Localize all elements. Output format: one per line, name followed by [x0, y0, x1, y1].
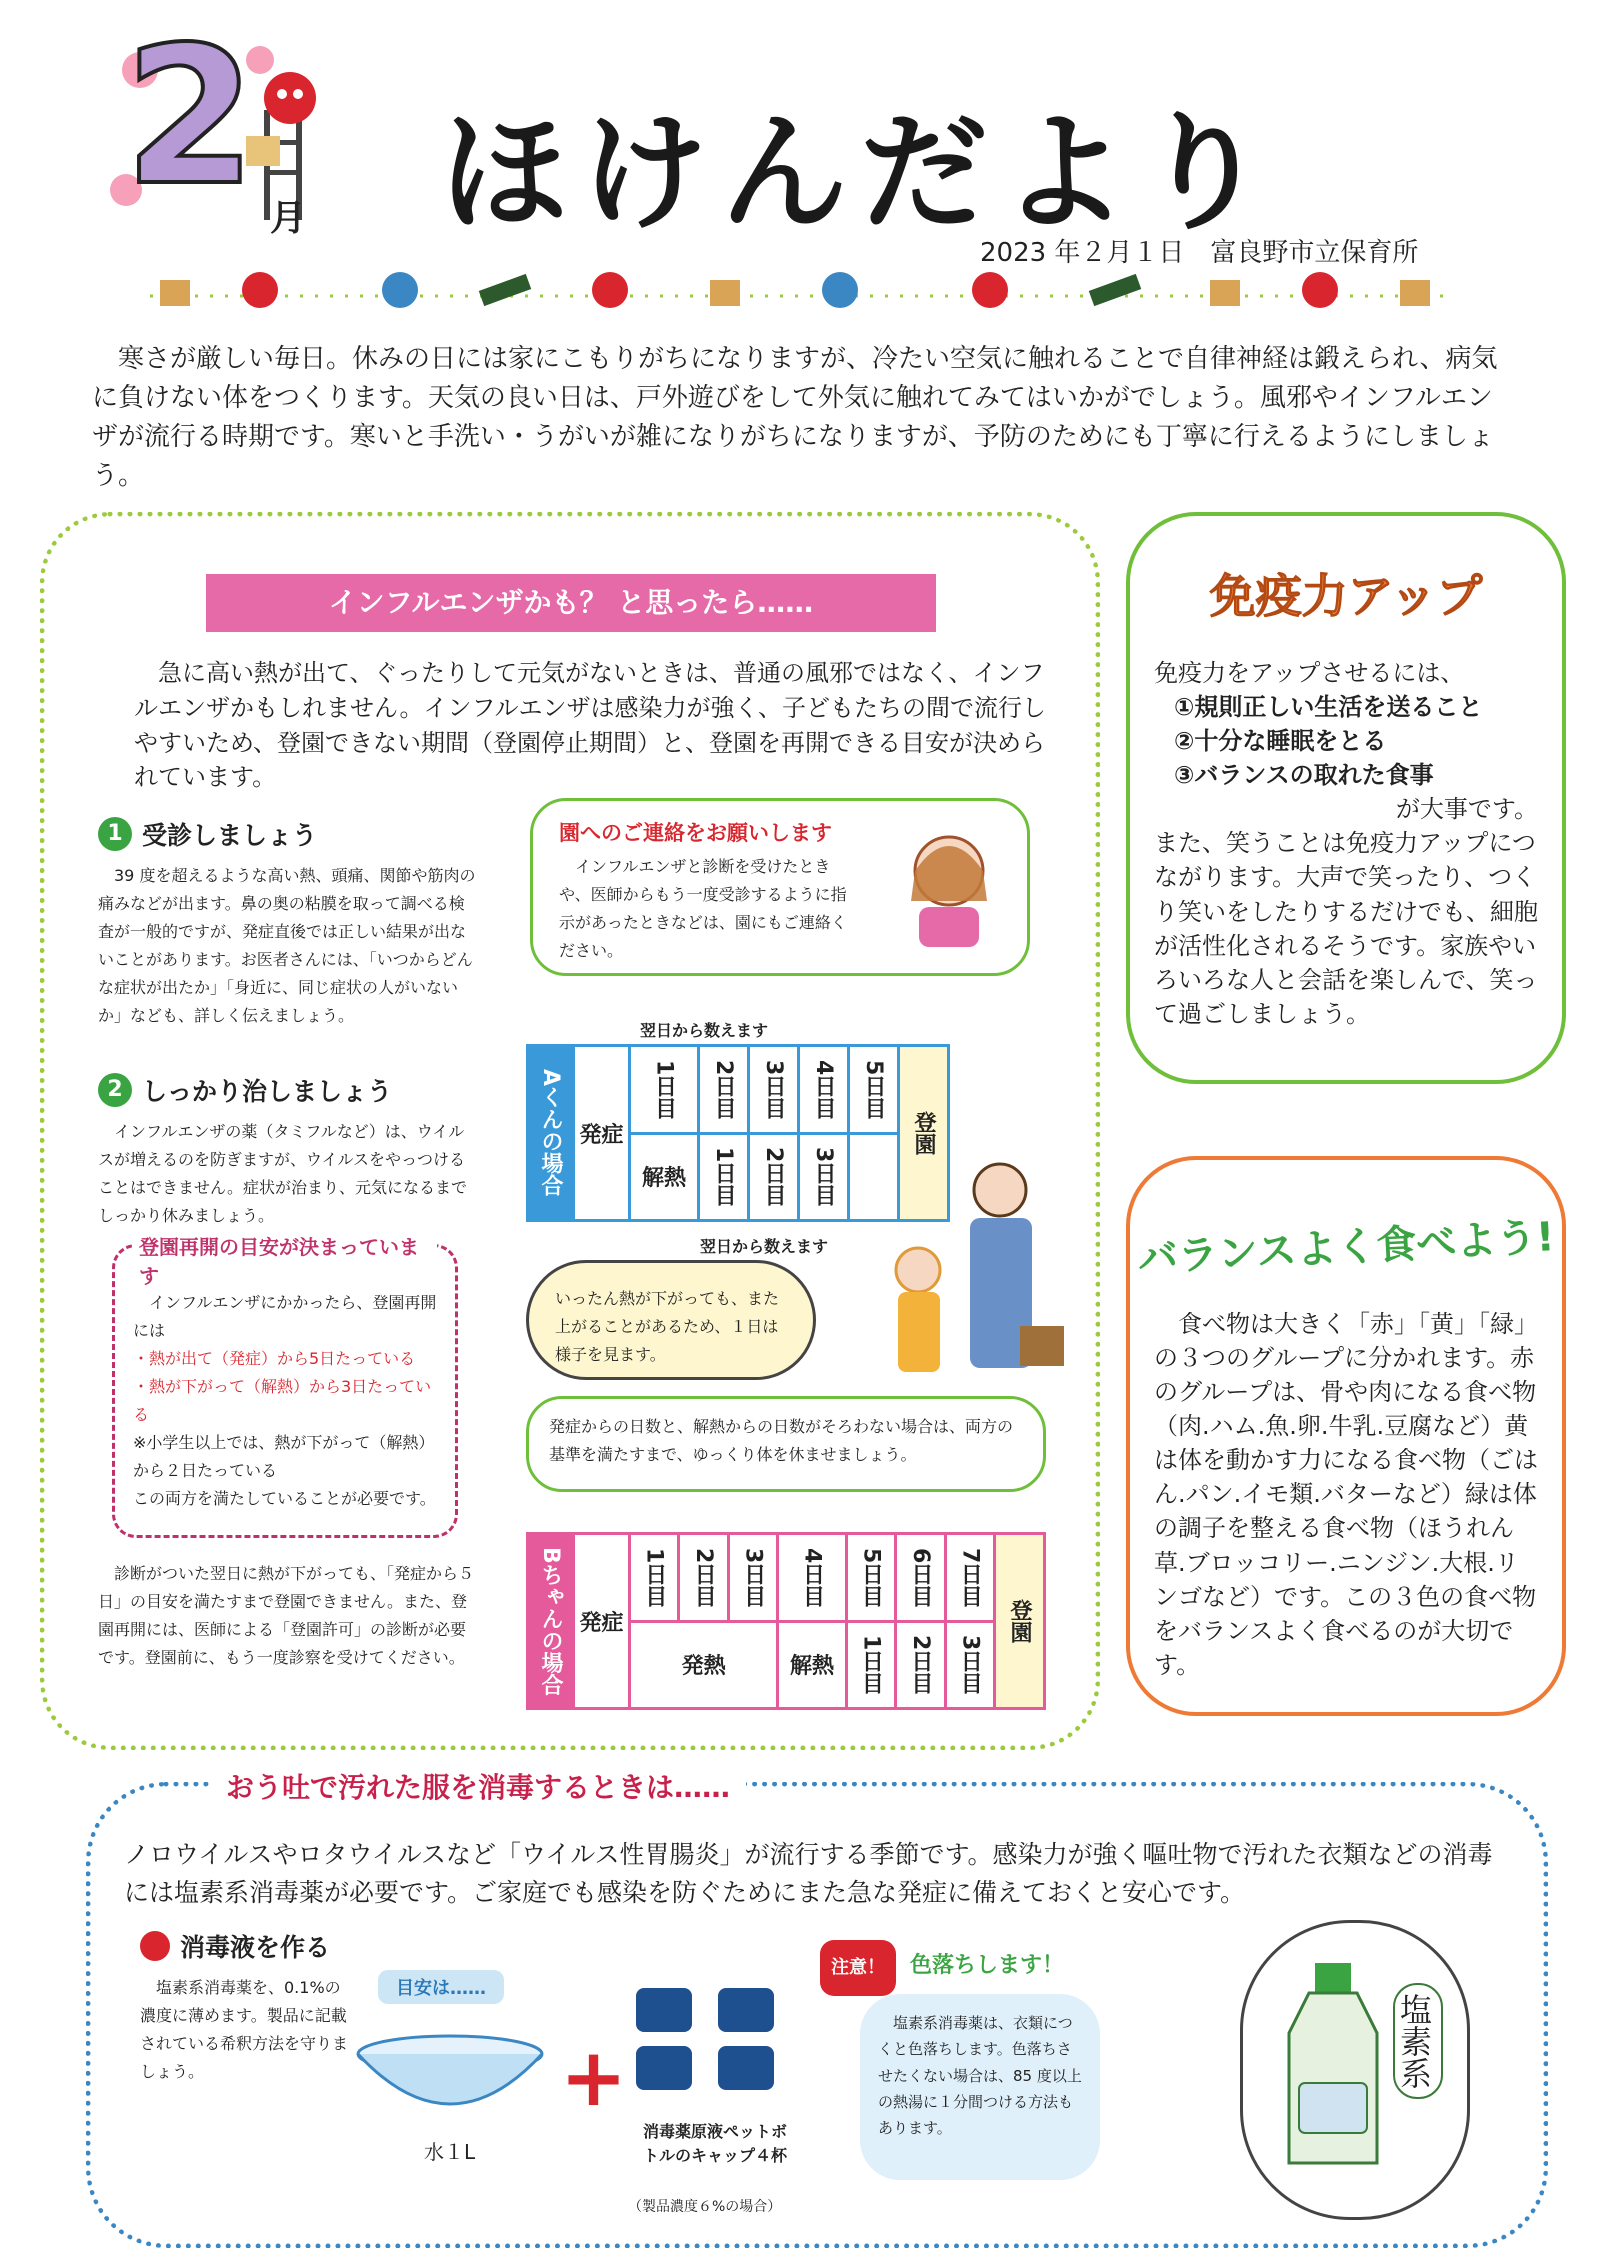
case-b-label: Bちゃんの場合: [528, 1534, 574, 1709]
food-body: 食べ物は大きく「赤」「黄」「緑」の３つのグループに分かれます。赤のグループは、骨や肉になる食べ物（肉.ハム.魚.卵.牛乳.豆腐など）黄は体を動かす力になる食べ物（ごはん.パン.イモ類.バターなど）緑は体の調子を整える食べ物（ほうれん草.ブロッコリー.ニンジン.大根.リンゴなど）です。この３色の食べ物をバランスよく食べるのが大切です。: [1154, 1310, 1538, 1679]
case-b-table: [526, 1532, 1046, 1710]
caps-note: （製品濃度６%の場合）: [628, 2199, 782, 2215]
contact-title: 園へのご連絡をお願いします: [559, 821, 832, 845]
immunity-important: が大事です。: [1395, 795, 1538, 824]
make-solution-text: 塩素系消毒薬を、0.1%の濃度に薄めます。製品に記載されている希釈方法を守りましょう。: [140, 1978, 349, 2081]
restart-condition-fever: ・熱が下がって（解熱）から3日たっている: [133, 1377, 432, 1424]
section-text: 39 度を超えるような高い熱、頭痛、関節や筋肉の痛みなどが出ます。鼻の奥の粘膜を取って調べる検査が一般的ですが、発症直後では正しい結果が出ないことがあります。お医者さんには、「いつからどんな症状が出たか」「身近に、同じ症状の人がいないか」なども、詳しく伝えましょう。: [98, 866, 476, 1025]
flu-intro: 急に高い熱が出て、ぐったりして元気がないときは、普通の風邪ではなく、インフルエンザかもしれません。インフルエンザは感染力が強く、子どもたちの間で流行しやすいため、登園できない期間（登園停止期間）と、登園を再開できる目安が決められています。: [134, 659, 1046, 792]
disinfect-intro: ノロウイルスやロタウイルスなど「ウイルス性胃腸炎」が流行する季節です。感染力が強く嘔吐物で汚れた衣類などの消毒には塩素系消毒薬が必要です。ご家庭でも感染を防ぐためにまた急な発症に備えておくと安心です。: [124, 1840, 1493, 1907]
case-b-onset-day: 2日目: [679, 1534, 728, 1622]
case-a-onset-day: 4日目: [799, 1046, 849, 1134]
step-number: 2: [98, 1073, 132, 1107]
bleach-bottle-icon: [1273, 1963, 1393, 2173]
flu-footer-text: 診断がついた翌日に熱が下がっても、「発症から５日」の目安を満たすまで登園できません。また、登園再開には、医師による「登園許可」の診断が必要です。登園前に、もう一度診察を受けてください。: [98, 1564, 475, 1667]
month-number: 2: [124, 6, 257, 227]
next-day-note-top: 翌日から数えます: [640, 1021, 769, 1040]
case-a-onset-day: 5日目: [849, 1046, 899, 1134]
caution-badge: 注意！: [820, 1940, 896, 1996]
immunity-text: [1130, 626, 1562, 1031]
bleach-bottle-bubble: [1240, 1920, 1470, 2220]
case-b-fever: 発熱: [630, 1621, 778, 1709]
case-a-onset: 発症: [574, 1046, 630, 1221]
food-panel: [1126, 1156, 1566, 1716]
bottle-label: 塩素系: [1393, 1983, 1443, 2099]
caps-label: 消毒薬原液ペットボトルのキャップ４杯: [642, 2122, 787, 2165]
month-suffix: 月: [270, 198, 307, 239]
mother-on-phone-illustration: [889, 821, 1009, 951]
page-title: ほけんだより: [440, 99, 1281, 248]
section-heading: [98, 816, 478, 852]
case-a-fever-day: 1日目: [699, 1133, 749, 1221]
immunity-title: 免疫力アップ: [1209, 569, 1483, 623]
setsubun-border-icons: [150, 266, 1450, 316]
case-a-fever-end: 解熱: [630, 1133, 699, 1221]
immunity-body: また、笑うことは免疫力アップにつながります。大声で笑ったり、つくり笑いをしたりするだけでも、細胞が活性化されるそうです。家族やいろいろな人と会話を楽しんで、笑って過ごしましょう。: [1154, 829, 1538, 1028]
section-title: しっかり治しましょう: [142, 1077, 393, 1106]
immunity-item: ②十分な睡眠をとる: [1174, 727, 1387, 756]
case-a-fever-day: 2日目: [749, 1133, 799, 1221]
immunity-panel: [1126, 512, 1566, 1084]
case-a-onset-day: 1日目: [630, 1046, 699, 1134]
disinfect-title: おう吐で汚れた服を消毒するときは……: [210, 1766, 746, 1806]
case-b-attend: 登園: [995, 1534, 1045, 1709]
immunity-item: ③バランスの取れた食事: [1174, 761, 1434, 790]
make-solution-title: 消毒液を作る: [180, 1933, 331, 1962]
contact-text: インフルエンザと診断を受けたときや、医師からもう一度受診するように指示があったときなどは、園にもご連絡ください。: [559, 857, 847, 960]
color-fade-text: 塩素系消毒薬は、衣類につくと色落ちします。色落ちさせたくない場合は、85 度以上の熱湯に１分間つける方法もあります。: [878, 2014, 1082, 2137]
case-b-onset-day: 3日目: [728, 1534, 777, 1622]
water-bowl-icon: [350, 2034, 550, 2124]
both-criteria-text: 発症からの日数と、解熱からの日数がそろわない場合は、両方の基準を満たすまで、ゆっくり体を休ませましょう。: [549, 1417, 1014, 1464]
restart-note: ※小学生以上では、熱が下がって（解熱）から２日たっている: [133, 1433, 435, 1480]
father-child-illustration: [870, 1150, 1070, 1380]
case-b-onset-day: 1日目: [630, 1534, 679, 1622]
plus-icon: +: [560, 2031, 628, 2124]
guide-label: 目安は……: [378, 1970, 504, 2004]
fever-bubble-text: いったん熱が下がっても、また上がることがあるため、１日は様子を見ます。: [555, 1289, 780, 1364]
case-a-onset-day: 2日目: [699, 1046, 749, 1134]
immunity-item: ①規則正しい生活を送ること: [1174, 693, 1483, 722]
food-title: バランスよく食べよう!: [1136, 1214, 1556, 1282]
immunity-lead: 免疫力をアップさせるには、: [1154, 659, 1465, 687]
fever-bubble: [526, 1260, 816, 1380]
case-a-onset-day: 3日目: [749, 1046, 799, 1134]
case-b-fever-day: 3日目: [945, 1621, 994, 1709]
section-title: 受診しましょう: [142, 821, 318, 850]
case-a-label: Aくんの場合: [528, 1046, 574, 1221]
case-b-fever-day: 2日目: [896, 1621, 945, 1709]
case-b-fever-day: 1日目: [846, 1621, 895, 1709]
month-badge: [100, 6, 330, 239]
case-b-onset-day: 4日目: [778, 1534, 846, 1622]
color-fade-box: [860, 1994, 1100, 2180]
make-solution-heading: [140, 1928, 330, 1964]
father-child-icon: [870, 1150, 1070, 1380]
restart-condition-onset: ・熱が出て（発症）から5日たっている: [133, 1349, 416, 1368]
section-text: インフルエンザの薬（タミフルなど）は、ウイルスが増えるのを防ぎますが、ウイルスをやっつけることはできません。症状が治まり、元気になるまでしっかり休みましょう。: [98, 1122, 467, 1225]
next-day-note-bottom: 翌日から数えます: [700, 1237, 829, 1256]
restart-tail: この両方を満たしていることが必要です。: [133, 1489, 436, 1508]
section-recover: [98, 1072, 478, 1230]
both-criteria-bubble: [526, 1396, 1046, 1492]
intro-paragraph: 寒さが厳しい毎日。休みの日には家にこもりがちになりますが、冷たい空気に触れることで自律神経は鍛えられ、病気に負けない体をつくります。天気の良い日は、戸外遊びをして外気に触れてみてはいかがでしょう。風邪やインフルエンザが流行る時期です。寒いと手洗い・うがいが雑になりがちになりますが、予防のためにも丁寧に行えるようにしましょう。: [92, 344, 1498, 491]
red-dot-icon: [140, 1931, 170, 1961]
case-b-onset-day: 6日目: [896, 1534, 945, 1622]
case-b-onset: 発症: [574, 1534, 630, 1709]
case-b-onset-day: 5日目: [846, 1534, 895, 1622]
step-number: 1: [98, 817, 132, 851]
section-heading: [98, 1072, 478, 1108]
case-a-attend: 登園: [899, 1046, 949, 1221]
restart-criteria-box: [112, 1235, 458, 1538]
case-b-fever-end: 解熱: [778, 1621, 846, 1709]
case-b-onset-day: 7日目: [945, 1534, 994, 1622]
flu-heading: インフルエンザかも？ と思ったら……: [206, 574, 936, 632]
issue-date: 2023 年２月１日 富良野市立保育所: [980, 238, 1419, 268]
decorative-border: [150, 266, 1450, 316]
section-see-doctor: [98, 816, 478, 1030]
color-fade-title: 色落ちします！: [910, 1953, 1065, 1978]
bottle-caps-icon: [626, 1980, 786, 2100]
contact-bubble: [530, 798, 1030, 976]
water-label: 水１L: [424, 2140, 476, 2164]
case-a-fever-day: 3日目: [799, 1133, 849, 1221]
restart-lead: インフルエンザにかかったら、登園再開には: [133, 1293, 437, 1340]
restart-title: 登園再開の目安が決まっています: [133, 1231, 437, 1289]
